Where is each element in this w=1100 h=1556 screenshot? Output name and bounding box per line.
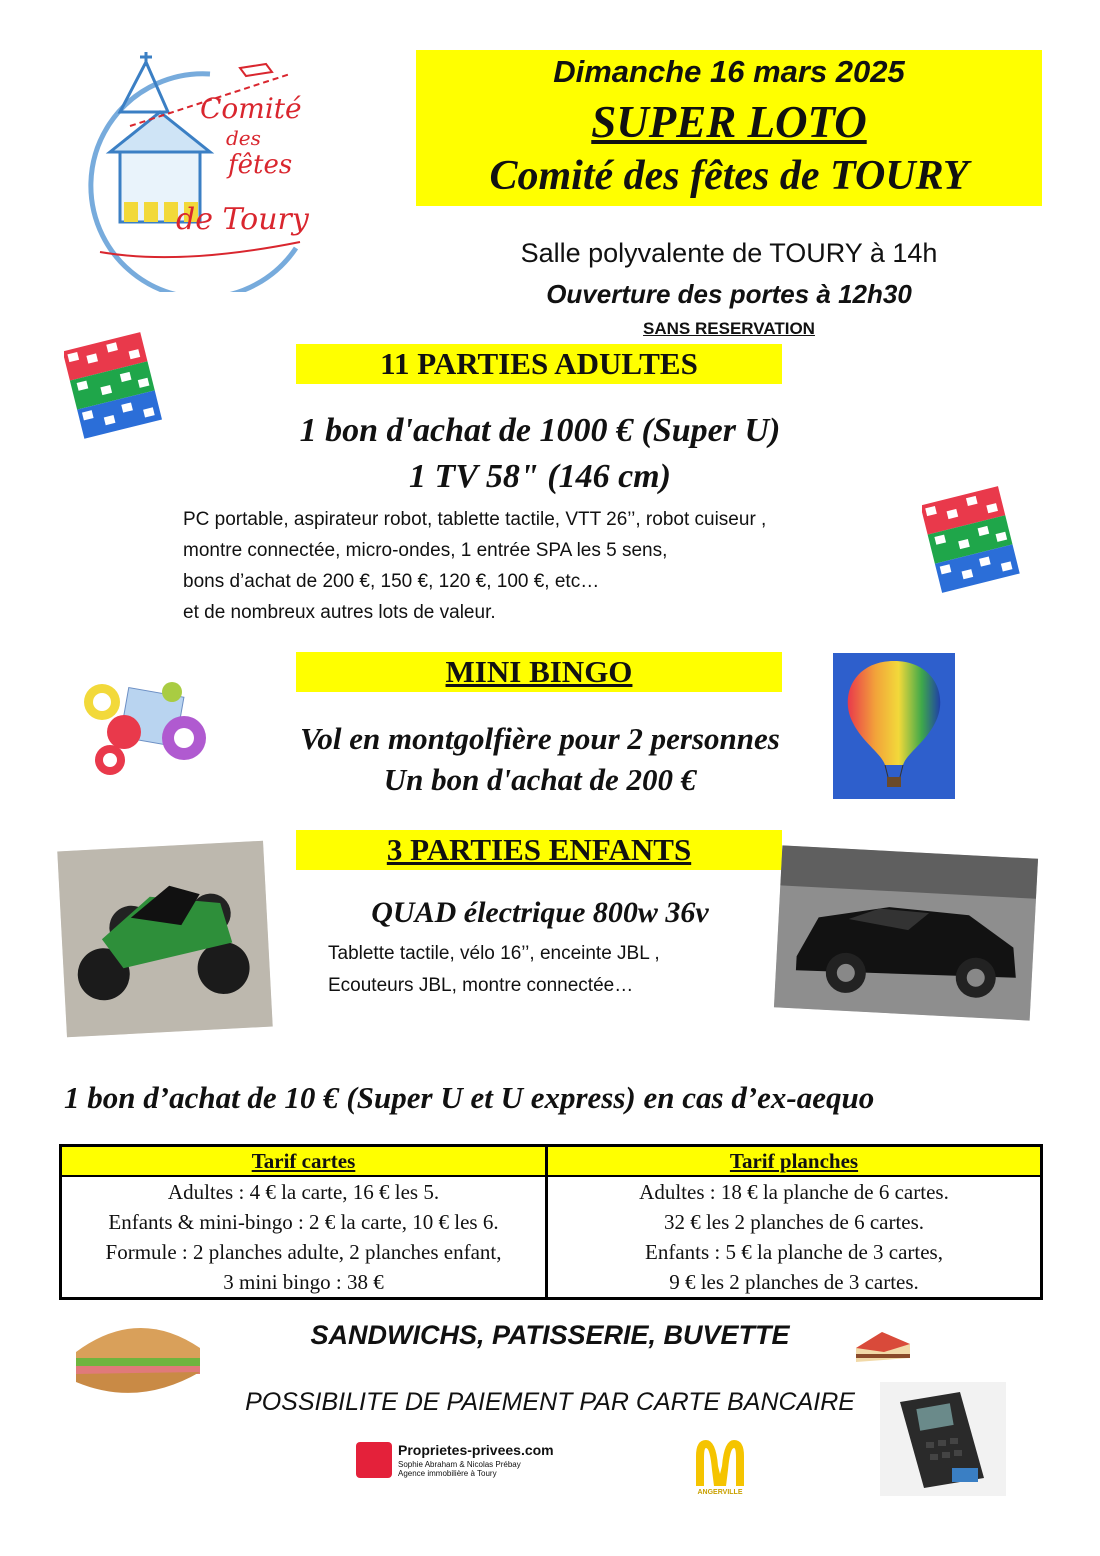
table-row: 3 mini bingo : 38 € (223, 1270, 384, 1294)
tie-voucher-note: 1 bon d’achat de 10 € (Super U et U express) en cas d’ex-aequo (64, 1080, 875, 1115)
adults-main-prize: 1 bon d'achat de 1000 € (Super U) (299, 412, 781, 449)
adults-tv-prize: 1 TV 58" (146 cm) (409, 458, 671, 495)
pastry-image (852, 1318, 914, 1368)
adults-prize-list (183, 504, 903, 628)
venue-time: Salle polyvalente de TOURY à 14h (520, 238, 938, 268)
logo-text-comite: Comité (200, 92, 302, 125)
card-terminal-image (880, 1382, 1006, 1496)
kids-heading: 3 PARTIES ENFANTS (386, 832, 692, 867)
proprietes-privees-logo (356, 1442, 556, 1486)
sponsor-name: Proprietes-privees.com (398, 1442, 554, 1458)
tariff-sheets-column (548, 1147, 1040, 1297)
table-row: Adultes : 18 € la planche de 6 cartes. (639, 1180, 949, 1204)
card-payment-note: POSSIBILITE DE PAIEMENT PAR CARTE BANCAIRE (245, 1388, 855, 1416)
kids-quad-prize: QUAD électrique 800w 36v (371, 896, 709, 929)
mini-bingo-voucher-prize: Un bon d'achat de 200 € (383, 762, 697, 797)
list-item: Ecouteurs JBL, montre connectée… (328, 975, 634, 996)
logo-text-toury: de Toury (176, 202, 309, 237)
list-item: et de nombreux autres lots de valeur. (183, 602, 496, 623)
table-row: Adultes : 4 € la carte, 16 € les 5. (167, 1180, 440, 1204)
tariff-cards-heading: Tarif cartes (62, 1147, 545, 1177)
tariff-sheets-heading: Tarif planches (548, 1147, 1040, 1177)
mini-bingo-heading: MINI BINGO (445, 654, 633, 689)
sponsor-agency: Agence immobilière à Toury (398, 1469, 497, 1478)
bingo-cards-image-right (922, 484, 1022, 594)
quad-image (57, 841, 272, 1038)
table-row: 32 € les 2 planches de 6 cartes. (663, 1210, 925, 1234)
sponsor-agents: Sophie Abraham & Nicolas Prébay (398, 1460, 521, 1469)
doors-open: Ouverture des portes à 12h30 (546, 279, 912, 309)
no-reservation: SANS RESERVATION (643, 319, 815, 338)
table-row: Formule : 2 planches adulte, 2 planches enfant, (105, 1240, 502, 1264)
mini-bingo-balloon-prize: Vol en montgolfière pour 2 personnes (300, 721, 780, 756)
toy-car-image (774, 845, 1038, 1020)
tariff-cards-column (62, 1147, 548, 1297)
table-row: Enfants & mini-bingo : 2 € la carte, 10 € les 6. (108, 1210, 499, 1234)
adults-heading: 11 PARTIES ADULTES (380, 346, 698, 381)
house-icon (356, 1442, 392, 1478)
list-item: Tablette tactile, vélo 16’’, enceinte JBL , (328, 943, 660, 964)
tariff-table (59, 1144, 1043, 1300)
list-item: PC portable, aspirateur robot, tablette tactile, VTT 26’’, robot cuiseur , (183, 509, 767, 530)
mcdonalds-logo (690, 1436, 750, 1496)
table-row: 9 € les 2 planches de 3 cartes. (669, 1270, 919, 1294)
list-item: montre connectée, micro-ondes, 1 entrée SPA les 5 sens, (183, 540, 668, 561)
mcdonalds-town: ANGERVILLE (697, 1489, 743, 1496)
table-row: Enfants : 5 € la planche de 3 cartes, (645, 1240, 943, 1264)
list-item: bons d’achat de 200 €, 150 €, 120 €, 100 €, etc… (183, 571, 600, 592)
kids-prize-list (328, 938, 808, 1002)
event-date: Dimanche 16 mars 2025 (553, 54, 905, 89)
committee-logo (60, 52, 330, 292)
event-title: SUPER LOTO (591, 97, 867, 147)
food-offer: SANDWICHS, PATISSERIE, BUVETTE (310, 1320, 790, 1350)
logo-text-fetes: fêtes (228, 150, 293, 180)
logo-text-des: des (226, 126, 261, 150)
event-organizer: Comité des fêtes de TOURY (489, 153, 969, 199)
bingo-cards-image (64, 328, 164, 440)
